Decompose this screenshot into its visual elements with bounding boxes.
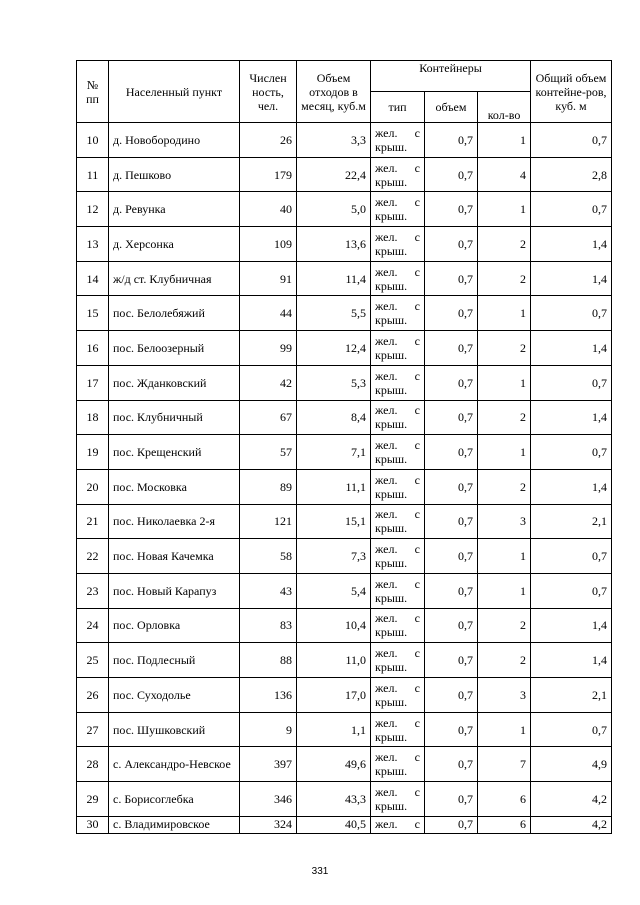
page-number: 331	[311, 866, 329, 877]
population-value: 57	[240, 435, 297, 470]
header-num: № пп	[77, 61, 109, 123]
container-type-line2: крыш.	[375, 347, 408, 362]
total-volume-value: 0,7	[531, 365, 612, 400]
waste-volume-value: 11,1	[297, 469, 371, 504]
place-name: ж/д ст. Клубничная	[109, 261, 240, 296]
total-volume-value: 0,7	[531, 123, 612, 158]
waste-volume-value: 15,1	[297, 504, 371, 539]
container-volume-value: 0,7	[425, 331, 478, 366]
container-type-line2: крыш.	[375, 590, 408, 605]
container-type-line2: крыш.	[375, 174, 408, 189]
table-row	[77, 227, 612, 262]
header-type: тип	[371, 92, 425, 123]
waste-volume-value: 22,4	[297, 157, 371, 192]
container-type-line1: жел. с	[375, 507, 420, 522]
row-number: 16	[77, 331, 109, 366]
row-number: 29	[77, 782, 109, 817]
place-name: пос. Крещенский	[109, 435, 240, 470]
container-type	[371, 435, 425, 470]
container-count-value: 2	[478, 608, 531, 643]
waste-volume-value: 49,6	[297, 747, 371, 782]
total-volume-value: 0,7	[531, 296, 612, 331]
table-row	[77, 400, 612, 435]
header-total: Общий объем контейне-ров, куб. м	[531, 61, 612, 123]
total-volume-value: 1,4	[531, 400, 612, 435]
container-volume-value: 0,7	[425, 539, 478, 574]
waste-volume-value: 5,0	[297, 192, 371, 227]
header-place: Населенный пункт	[109, 61, 240, 123]
container-type-line1: жел. с	[375, 195, 420, 210]
place-name: д. Херсонка	[109, 227, 240, 262]
waste-volume-value: 10,4	[297, 608, 371, 643]
row-number: 25	[77, 643, 109, 678]
waste-volume-value: 5,5	[297, 296, 371, 331]
population-value: 43	[240, 573, 297, 608]
container-type	[371, 331, 425, 366]
container-type	[371, 123, 425, 158]
container-volume-value: 0,7	[425, 157, 478, 192]
total-volume-value: 1,4	[531, 227, 612, 262]
waste-volume-value: 7,1	[297, 435, 371, 470]
header-count: кол-во	[478, 92, 531, 123]
table-row	[77, 608, 612, 643]
table-row	[77, 504, 612, 539]
container-volume-value: 0,7	[425, 816, 478, 833]
container-volume-value: 0,7	[425, 435, 478, 470]
container-type-line2: крыш.	[375, 729, 408, 744]
container-volume-value: 0,7	[425, 747, 478, 782]
table-row	[77, 192, 612, 227]
table-row	[77, 782, 612, 817]
container-type-line2: крыш.	[375, 521, 408, 536]
container-type-line2: крыш.	[375, 486, 408, 501]
container-type	[371, 782, 425, 817]
total-volume-value: 0,7	[531, 192, 612, 227]
place-name: д. Новобородино	[109, 123, 240, 158]
place-name: д. Пешково	[109, 157, 240, 192]
container-type	[371, 400, 425, 435]
population-value: 58	[240, 539, 297, 574]
row-number: 13	[77, 227, 109, 262]
place-name: с. Борисоглебка	[109, 782, 240, 817]
container-volume-value: 0,7	[425, 573, 478, 608]
population-value: 397	[240, 747, 297, 782]
container-count-value: 6	[478, 782, 531, 817]
container-type-line2: крыш.	[375, 452, 408, 467]
container-count-value: 1	[478, 573, 531, 608]
total-volume-value: 0,7	[531, 712, 612, 747]
container-count-value: 1	[478, 123, 531, 158]
container-count-value: 1	[478, 539, 531, 574]
container-type	[371, 747, 425, 782]
row-number: 14	[77, 261, 109, 296]
table-body	[77, 123, 612, 834]
container-type-line2: крыш.	[375, 660, 408, 675]
population-value: 99	[240, 331, 297, 366]
waste-volume-value: 1,1	[297, 712, 371, 747]
waste-volume-value: 5,3	[297, 365, 371, 400]
row-number: 18	[77, 400, 109, 435]
table-row	[77, 469, 612, 504]
container-type	[371, 261, 425, 296]
container-type-line1: жел. с	[375, 160, 420, 175]
place-name: д. Ревунка	[109, 192, 240, 227]
waste-volume-value: 12,4	[297, 331, 371, 366]
container-type-line1: жел. с	[375, 680, 420, 695]
total-volume-value: 2,8	[531, 157, 612, 192]
population-value: 40	[240, 192, 297, 227]
container-type	[371, 365, 425, 400]
container-count-value: 2	[478, 261, 531, 296]
population-value: 89	[240, 469, 297, 504]
population-value: 121	[240, 504, 297, 539]
place-name: пос. Суходолье	[109, 678, 240, 713]
container-count-value: 1	[478, 296, 531, 331]
row-number: 27	[77, 712, 109, 747]
container-volume-value: 0,7	[425, 712, 478, 747]
place-name: пос. Орловка	[109, 608, 240, 643]
container-volume-value: 0,7	[425, 400, 478, 435]
container-type	[371, 678, 425, 713]
container-type	[371, 573, 425, 608]
total-volume-value: 1,4	[531, 469, 612, 504]
table-row	[77, 296, 612, 331]
container-count-value: 2	[478, 227, 531, 262]
container-volume-value: 0,7	[425, 123, 478, 158]
container-count-value: 2	[478, 400, 531, 435]
container-count-value: 1	[478, 192, 531, 227]
row-number: 22	[77, 539, 109, 574]
waste-volume-value: 7,3	[297, 539, 371, 574]
place-name: пос. Клубничный	[109, 400, 240, 435]
container-count-value: 1	[478, 712, 531, 747]
container-type	[371, 643, 425, 678]
place-name: пос. Жданковский	[109, 365, 240, 400]
container-type-line2: крыш.	[375, 313, 408, 328]
container-volume-value: 0,7	[425, 782, 478, 817]
header-waste: Объем отходов в месяц, куб.м	[297, 61, 371, 123]
container-type-line1: жел. с	[375, 333, 420, 348]
container-type-line1: жел. с	[375, 403, 420, 418]
row-number: 19	[77, 435, 109, 470]
container-count-value: 1	[478, 365, 531, 400]
container-type	[371, 712, 425, 747]
container-count-value: 2	[478, 331, 531, 366]
waste-volume-value: 40,5	[297, 816, 371, 833]
table-row	[77, 712, 612, 747]
table-row	[77, 435, 612, 470]
place-name: с. Владимировское	[109, 816, 240, 833]
place-name: пос. Московка	[109, 469, 240, 504]
population-value: 136	[240, 678, 297, 713]
place-name: пос. Николаевка 2-я	[109, 504, 240, 539]
population-value: 44	[240, 296, 297, 331]
container-type	[371, 469, 425, 504]
row-number: 11	[77, 157, 109, 192]
row-number: 23	[77, 573, 109, 608]
container-volume-value: 0,7	[425, 643, 478, 678]
container-type-line1: жел. с	[375, 264, 420, 279]
total-volume-value: 0,7	[531, 573, 612, 608]
total-volume-value: 4,2	[531, 782, 612, 817]
container-type-line1: жел. с	[375, 611, 420, 626]
population-value: 9	[240, 712, 297, 747]
total-volume-value: 2,1	[531, 504, 612, 539]
row-number: 15	[77, 296, 109, 331]
container-count-value: 4	[478, 157, 531, 192]
table-row	[77, 747, 612, 782]
row-number: 20	[77, 469, 109, 504]
total-volume-value: 1,4	[531, 643, 612, 678]
waste-volume-value: 5,4	[297, 573, 371, 608]
container-count-value: 2	[478, 469, 531, 504]
place-name: с. Александро-Невское	[109, 747, 240, 782]
container-volume-value: 0,7	[425, 469, 478, 504]
waste-volume-value: 43,3	[297, 782, 371, 817]
population-value: 324	[240, 816, 297, 833]
place-name: пос. Шушковский	[109, 712, 240, 747]
container-type-line1: жел. с	[375, 229, 420, 244]
container-type-line1: жел. с	[375, 750, 420, 765]
total-volume-value: 4,9	[531, 747, 612, 782]
row-number: 10	[77, 123, 109, 158]
population-value: 109	[240, 227, 297, 262]
population-value: 42	[240, 365, 297, 400]
table-row	[77, 157, 612, 192]
container-count-value: 7	[478, 747, 531, 782]
container-type-line1: жел. с	[375, 125, 420, 140]
population-value: 88	[240, 643, 297, 678]
container-type-line1: жел. с	[375, 784, 420, 799]
row-number: 24	[77, 608, 109, 643]
container-type-line2: крыш.	[375, 209, 408, 224]
table-row	[77, 643, 612, 678]
container-type-line2: крыш.	[375, 243, 408, 258]
place-name: пос. Белолебяжий	[109, 296, 240, 331]
row-number: 26	[77, 678, 109, 713]
table-row	[77, 573, 612, 608]
table-row	[77, 123, 612, 158]
container-type	[371, 157, 425, 192]
waste-volume-value: 13,6	[297, 227, 371, 262]
container-type-line2: крыш.	[375, 694, 408, 709]
container-volume-value: 0,7	[425, 678, 478, 713]
table-row	[77, 816, 612, 833]
waste-volume-value: 3,3	[297, 123, 371, 158]
container-volume-value: 0,7	[425, 261, 478, 296]
waste-volume-value: 17,0	[297, 678, 371, 713]
container-volume-value: 0,7	[425, 227, 478, 262]
total-volume-value: 1,4	[531, 608, 612, 643]
population-value: 346	[240, 782, 297, 817]
table-header	[77, 61, 612, 123]
container-type-line2: крыш.	[375, 798, 408, 813]
population-value: 179	[240, 157, 297, 192]
table-row	[77, 365, 612, 400]
container-type	[371, 816, 425, 833]
container-type	[371, 504, 425, 539]
container-type-line1: жел. с	[375, 472, 420, 487]
total-volume-value: 1,4	[531, 261, 612, 296]
container-type-line2: крыш.	[375, 382, 408, 397]
container-type-line1: жел. с	[375, 816, 420, 831]
container-volume-value: 0,7	[425, 192, 478, 227]
table-row	[77, 261, 612, 296]
container-count-value: 3	[478, 504, 531, 539]
container-type-line1: жел. с	[375, 542, 420, 557]
waste-container-table	[76, 60, 612, 834]
container-count-value: 2	[478, 643, 531, 678]
container-count-value: 3	[478, 678, 531, 713]
container-type-line2: крыш.	[375, 139, 408, 154]
total-volume-value: 1,4	[531, 331, 612, 366]
container-type-line2: крыш.	[375, 625, 408, 640]
place-name: пос. Новый Карапуз	[109, 573, 240, 608]
container-type-line1: жел. с	[375, 576, 420, 591]
total-volume-value: 2,1	[531, 678, 612, 713]
waste-volume-value: 8,4	[297, 400, 371, 435]
container-type	[371, 227, 425, 262]
table-row	[77, 331, 612, 366]
place-name: пос. Белоозерный	[109, 331, 240, 366]
container-type-line1: жел. с	[375, 438, 420, 453]
population-value: 91	[240, 261, 297, 296]
container-type-line2: крыш.	[375, 278, 408, 293]
container-count-value: 6	[478, 816, 531, 833]
population-value: 83	[240, 608, 297, 643]
container-count-value: 1	[478, 435, 531, 470]
row-number: 21	[77, 504, 109, 539]
container-volume-value: 0,7	[425, 608, 478, 643]
container-type-line1: жел. с	[375, 299, 420, 314]
container-type-line2: крыш.	[375, 556, 408, 571]
population-value: 67	[240, 400, 297, 435]
container-type-line2: крыш.	[375, 417, 408, 432]
place-name: пос. Новая Качемка	[109, 539, 240, 574]
container-type-line1: жел. с	[375, 646, 420, 661]
container-type	[371, 192, 425, 227]
container-volume-value: 0,7	[425, 365, 478, 400]
container-type-line1: жел. с	[375, 715, 420, 730]
total-volume-value: 0,7	[531, 539, 612, 574]
row-number: 30	[77, 816, 109, 833]
row-number: 12	[77, 192, 109, 227]
table-row	[77, 539, 612, 574]
header-population: Числен ность, чел.	[240, 61, 297, 123]
row-number: 28	[77, 747, 109, 782]
container-type-line1: жел. с	[375, 368, 420, 383]
container-volume-value: 0,7	[425, 296, 478, 331]
container-type	[371, 608, 425, 643]
container-type	[371, 296, 425, 331]
waste-volume-value: 11,4	[297, 261, 371, 296]
header-volume: объем	[425, 92, 478, 123]
row-number: 17	[77, 365, 109, 400]
population-value: 26	[240, 123, 297, 158]
container-volume-value: 0,7	[425, 504, 478, 539]
total-volume-value: 0,7	[531, 435, 612, 470]
table-row	[77, 678, 612, 713]
container-type	[371, 539, 425, 574]
place-name: пос. Подлесный	[109, 643, 240, 678]
total-volume-value: 4,2	[531, 816, 612, 833]
waste-volume-value: 11,0	[297, 643, 371, 678]
container-type-line2: крыш.	[375, 764, 408, 779]
header-containers: Контейнеры	[371, 61, 531, 92]
